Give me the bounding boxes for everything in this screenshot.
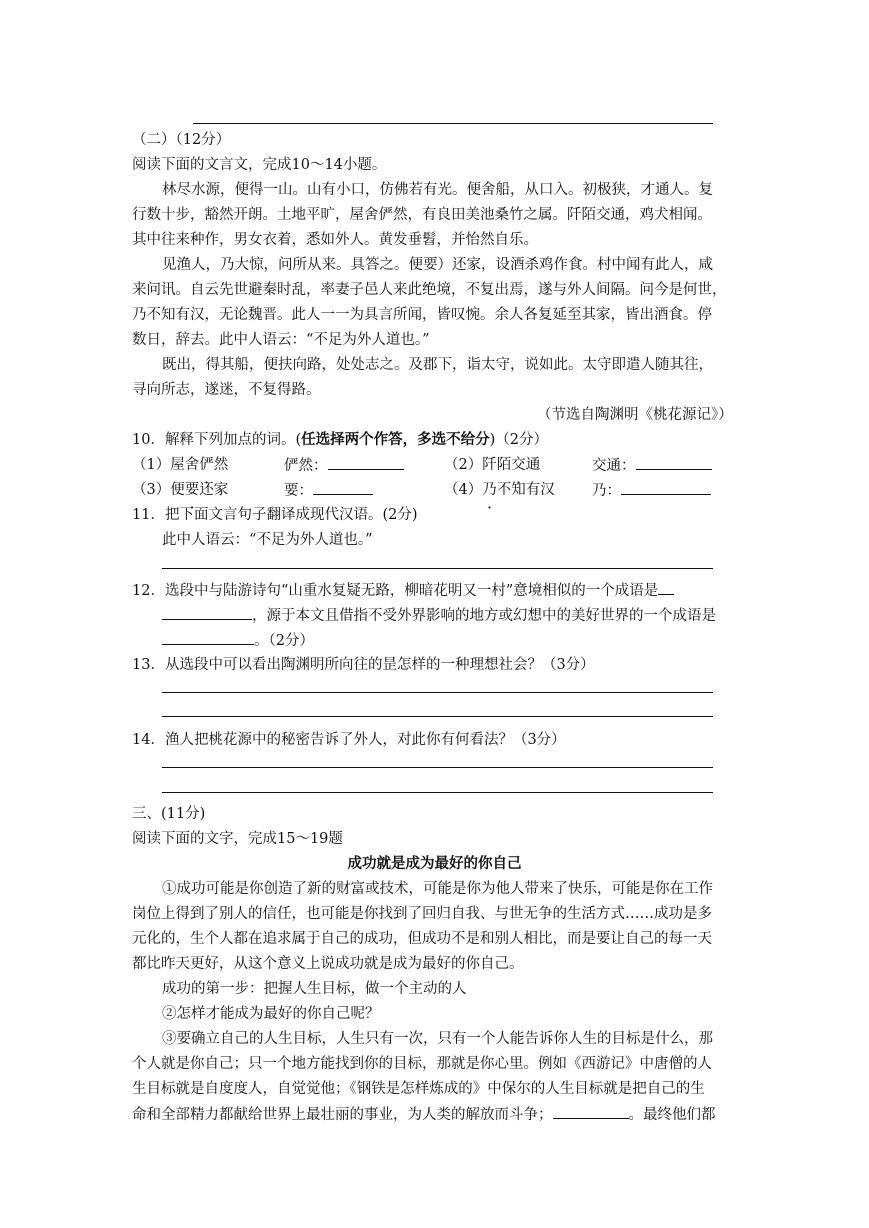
q10-item-4 [444,478,555,503]
q10-item-4-rest: 不知有汉 [496,482,555,498]
q12-line3 [162,628,314,654]
q10-stem-b: )（2分） [489,432,548,448]
passage-p2-line3: 乃不知有汉，无论魏晋。此人一一为具言所闻，皆叹惋。余人各复延至其家，皆出酒食。停 [132,307,712,323]
passage-p3-line1: 既出，得其船，便扶向路，处处志之。及郡下，诣太守，说如此。太守即遣人随其往， [162,357,713,373]
article-p3-line2: 个人就是你自己；只一个地方能找到你的目标，那就是你心里。例如《西游记》中唐僧的人 [132,1056,712,1072]
q14-answer-line-2[interactable] [162,792,713,793]
q10-stem [132,428,548,453]
article-p3-end: 。最终他们都 [628,1107,716,1123]
q13-stem: 13．从选段中可以看出陶渊明所向往的昰怎样的一种理想社会？（3分） [132,657,595,673]
q10-item-3-label: 要： [284,483,313,499]
q13-answer-line-2[interactable] [162,716,713,717]
q10-item-4-answer [592,478,711,504]
q11-stem: 11．把下面文言句子翻译成现代汉语。(2分) [132,507,418,523]
article-p3-line1: ③要确立自己的人生目标，人生只有一次，只有一个人能告诉你人生的目标是什么，那 [162,1031,713,1047]
passage-p2-line1: 见渔人，乃大惊，问所从来。具答之。便要）还家，设酒杀鸡作食。村中闻有此人，咸 [162,257,713,273]
q12-line3-text: 。（2分） [254,633,314,649]
q12-line2 [162,603,716,629]
article-p3-line3: 生目标就是自度度人，自觉觉他；《钢铁是怎样炼成的》中保尔的人生目标就是把自己的生 [132,1081,705,1097]
article-p3-blank[interactable] [553,1102,629,1119]
q10-item-1-answer [284,453,404,479]
q10-item-4-label: 乃： [592,483,621,499]
q10-item-3-answer [284,478,373,504]
q14-stem: 14．渔人把桃花源中的秘密告诉了外人，对此你有何看法？（3分） [132,732,566,748]
q10-item-2-dotted: 交 [511,457,526,473]
passage-p2-line4: 数日，辞去。此中人语云：“不足为外人道也。” [132,332,430,348]
article-p3-line4-text: 命和全部精力都献给世界上最壮丽的事业，为人类的解放而斗争； [132,1107,553,1123]
passage-p1-line3: 其中往来种作，男女衣着，悉如外人。黄发垂髫，并怡然自乐。 [132,232,538,248]
q10-item-3 [132,478,228,503]
top-rule [193,123,713,124]
article-title: 成功就是成为最好的你自己 [347,855,522,872]
article-p2: ②怎样才能成为最好的你自己呢？ [162,1006,380,1022]
part2-header: （二）（12分） [132,132,231,148]
q10-stem-bold: 任选择两个作答，多选不给分 [301,431,490,448]
q10-item-2-blank[interactable] [636,453,712,470]
q10-item-2-rest: 通 [525,457,541,473]
article-step1: 成功的第一步：把握人生目标，做一个主动的人 [162,981,467,997]
article-p1-line4: 都比昨天更好，从这个意义上说成功就是成为最好的你自己。 [132,956,524,972]
passage-p1-line2: 行数十步，豁然开朗。土地平旷，屋舍俨然，有良田美池桑竹之属。阡陌交通，鸡犬相闻。 [132,207,712,223]
q10-item-2-label: 交通： [592,458,636,474]
q12-blank-1b[interactable] [162,603,252,620]
q10-item-1-label: 俨然： [284,458,328,474]
passage-source: （节选自陶渊明《桃花源记》） [537,407,733,423]
q14-answer-line-1[interactable] [162,767,713,768]
part3-header: 三、(11分) [132,806,206,822]
q10-item-3-blank[interactable] [313,478,373,495]
passage-p3-line2: 寻向所志，遂迷，不复得路。 [132,382,321,398]
q10-item-2-answer [592,453,712,479]
article-p1-line1: ①成功可能是你创造了新的财富或技术，可能是你为他人带来了快乐，可能是你在工作 [162,881,713,897]
q10-item-4-num: （4） [444,482,483,498]
q10-item-1-rest: 然 [213,457,229,473]
q12-line1 [132,578,674,604]
passage-p2-line2: 来问讯。自云先世避秦时乱，率妻子邑人来此绝境，不复出焉，遂与外人间隔。问今是何世， [132,282,727,298]
q10-item-3-rest: 还家 [199,482,229,498]
q10-item-1-num: （1）屋舍 [132,457,200,473]
passage-p1-line1: 林尽水源，便得一山。山有小口，仿佛若有光。便舍船，从口入。初极狭，才通人。复 [162,182,713,198]
q12-blank-2[interactable] [162,628,254,645]
q12-blank-1a[interactable] [658,578,674,595]
article-p1-line3: 元化的，生个人都在追求属于自己的成功，但成功不是和别人相比，而是要让自己的每一天 [132,931,712,947]
q10-item-4-blank[interactable] [621,478,711,495]
q10-item-1-dotted: 俨 [199,457,214,473]
q10-item-4-dotted: 乃 [482,482,497,498]
article-p3-line4 [132,1102,716,1128]
q10-item-3-dotted: 要 [184,482,200,498]
q12-line1-text: 12．选段中与陆游诗句“山重水复疑无路，柳暗花明又一村”意境相似的一个成语是 [132,583,659,599]
q11-sentence: 此中人语云：“不足为外人道也。” [162,532,373,548]
q10-item-3-num: （3）便 [132,482,185,498]
q10-item-2-num: （2）阡陌 [444,457,512,473]
q10-item-1 [132,453,228,478]
q10-item-1-blank[interactable] [328,453,404,470]
q13-answer-line-1[interactable] [162,692,713,693]
q12-line2-text: ，源于本文且借指不受外界影响的地方或幻想中的美好世界的一个成语是 [252,608,716,624]
part3-instruction: 阅读下面的文字，完成15～19题 [132,831,343,847]
q10-stem-a: 10．解释下列加点的词。( [132,432,302,448]
q11-answer-line[interactable] [162,568,713,569]
q10-item-2 [444,453,540,478]
part2-instruction: 阅读下面的文言文，完成10～14小题。 [132,157,387,173]
article-p1-line2: 岗位上得到了别人的信任，也可能是你找到了回归自我、与世无争的生活方式……成功是多 [132,906,712,922]
